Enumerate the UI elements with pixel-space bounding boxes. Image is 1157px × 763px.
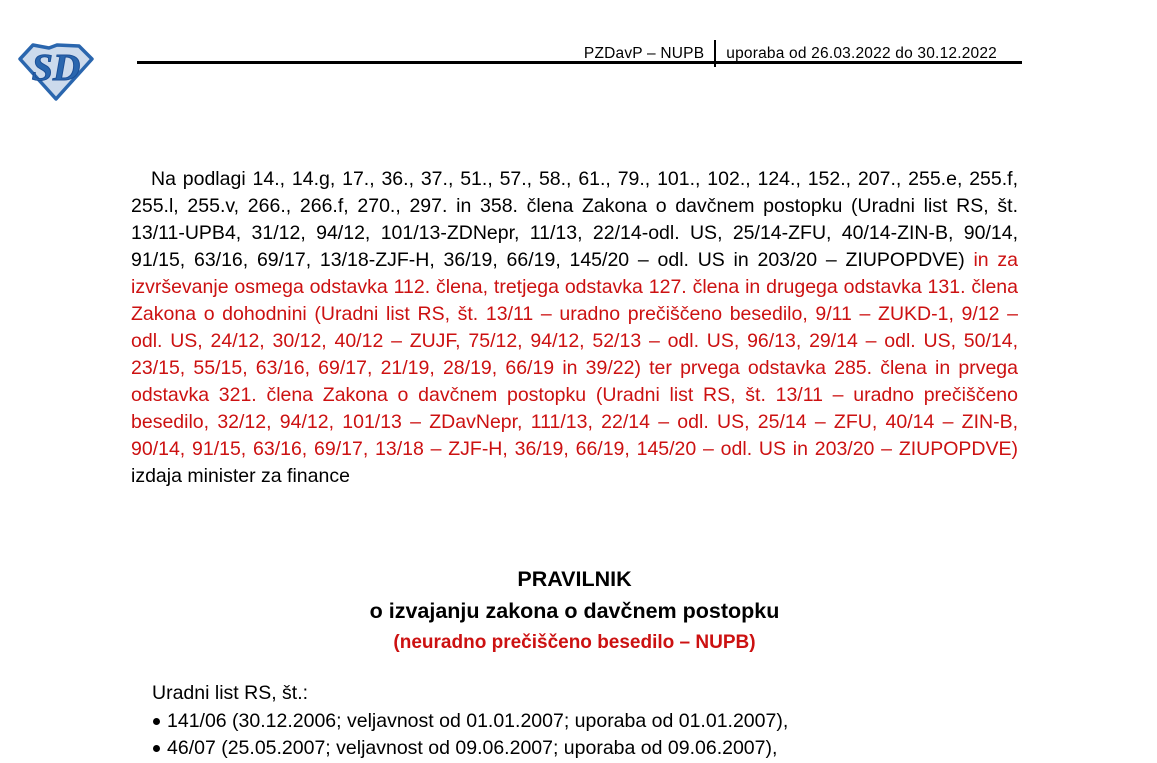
document-title-note: (neuradno prečiščeno besedilo – NUPB)	[393, 632, 756, 653]
preamble-red-segment: in za izvrševanje osmega odstavka 112. člena, tretjega odstavka 127. člena in drugega odstavka 131. člena Zakona o dohodnini (Uradni list RS, št. 13/11 – uradno prečiščeno besedilo, 9/11 – ZUKD-1, 9/12 – odl. US, 24/12, 30/12, 40/12 – ZUJF, 75/12, 94/12, 52/13 – odl. US, 96/13, 29/14 – odl. US, 50/14, 23/15, 55/15, 63/16, 69/17, 21/19, 28/19, 66/19 in 39/22) ter prvega odstavka 285. člena in prvega odstavka 321. člena Zakona o davčnem postopku (Uradni list RS, št. 13/11 – uradno prečiščeno besedilo, 32/12, 94/12, 101/13 – ZDavNepr, 111/13, 22/14 – odl. US, 25/14 – ZFU, 40/14 – ZIN-B, 90/14, 91/15, 63/16, 69/17, 13/18 – ZJF-H, 36/19, 66/19, 145/20 – odl. US in 203/20 – ZIUPOPDVE)	[131, 249, 1018, 460]
page-header	[584, 40, 997, 67]
sd-shield-logo-icon	[16, 42, 96, 102]
document-title: PRAVILNIK	[517, 567, 632, 591]
header-doc-code: PZDavP – NUPB	[583, 44, 705, 62]
list-item	[152, 708, 1022, 736]
header-validity: uporaba od 26.03.2022 do 30.12.2022	[726, 44, 997, 62]
logo-letters: SD	[31, 47, 81, 89]
title-block	[131, 563, 1018, 656]
document-subtitle: o izvajanju zakona o davčnem postopku	[369, 599, 780, 623]
gazette-item-text: 141/06 (30.12.2006; veljavnost od 01.01.2007; uporaba od 01.01.2007),	[167, 709, 789, 732]
list-item	[152, 735, 1022, 763]
preamble-black-outro: izdaja minister za finance	[131, 465, 350, 487]
gazette-list	[152, 680, 1022, 763]
gazette-heading: Uradni list RS, št.:	[152, 682, 309, 704]
bullet-icon	[153, 718, 160, 725]
gazette-item-text: 46/07 (25.05.2007; veljavnost od 09.06.2007; uporaba od 09.06.2007),	[167, 737, 778, 759]
preamble-black-intro: Na podlagi 14., 14.g, 17., 36., 37., 51., 57., 58., 61., 79., 101., 102., 124., 152., 207., 255.e, 255.f, 255.l, 255.v, 266., 266.f, 270., 297. in 358. člena Zakona o davčnem postopku (Uradni list RS, št. 13/11-UPB4, 31/12, 94/12, 101/13-ZDNepr, 11/13, 22/14-odl. US, 25/14-ZFU, 40/14-ZIN-B, 90/14, 91/15, 63/16, 69/17, 13/18-ZJF-H, 36/19, 66/19, 145/20 – odl. US in 203/20 – ZIUPOPDVE)	[131, 168, 1018, 271]
header-separator	[714, 40, 716, 67]
preamble-paragraph	[131, 166, 1018, 490]
bullet-icon	[153, 745, 160, 752]
